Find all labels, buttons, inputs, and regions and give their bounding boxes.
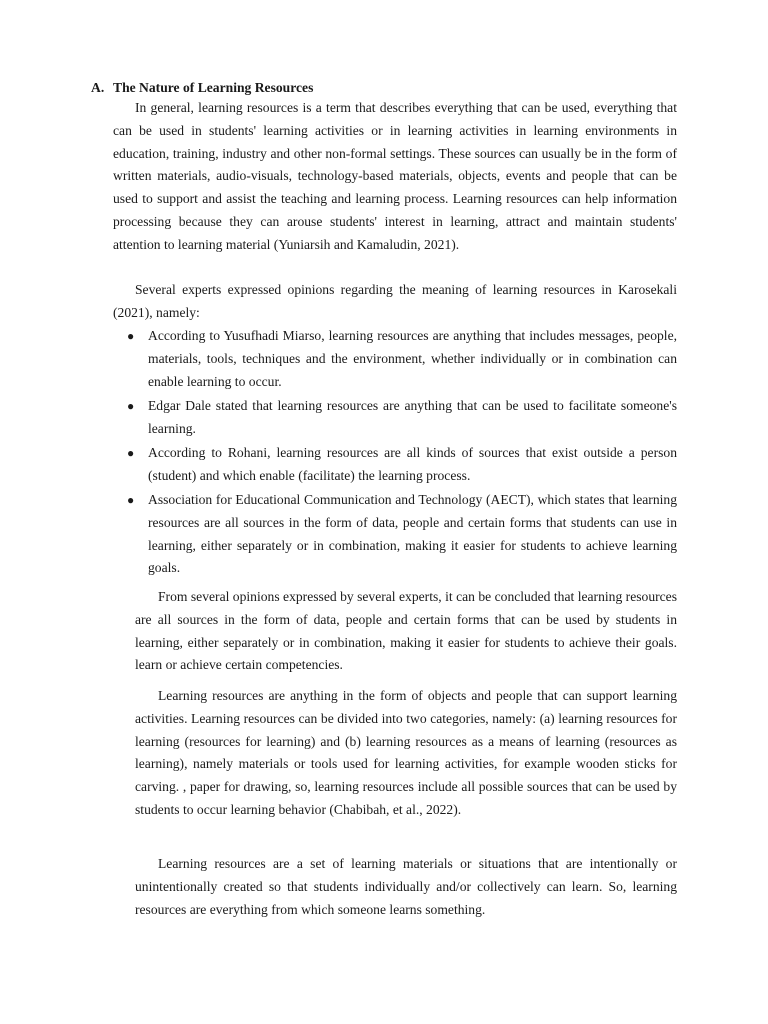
list-item: [113, 442, 677, 488]
bullet-icon: ●: [127, 329, 135, 343]
paragraph-conclusion: From several opinions expressed by several experts, it can be concluded that learning resources are all sources in the form of data, people and certain forms that can be used by students in learning, either separately or in combination, making it easier for students to achieve their goals. learn or achieve certain competencies.: [135, 589, 677, 673]
bullet-icon: ●: [127, 493, 135, 508]
paragraph-definition: Learning resources are a set of learning materials or situations that are intentionally or unintentionally created so that students individually and/or collectively can learn. So, learning resources are everything from which someone learns something.: [135, 856, 677, 917]
list-item-text: Edgar Dale stated that learning resources are anything that can be used to facilitate someone's learning.: [148, 397, 677, 436]
list-item: [113, 395, 677, 441]
section-title: The Nature of Learning Resources: [113, 80, 314, 95]
list-item-text: Association for Educational Communication and Technology (AECT), which states that learning resources are all sources in the form of data, people and certain forms that students can use in learning, either separately or in combination, making it easier for students to achieve learning goals.: [148, 492, 677, 576]
paragraph-categories: Learning resources are anything in the form of objects and people that can support learning activities. Learning resources can be divided into two categories, namely: (a) learning resources for learning (resources for learning) and (b) learning resources as a means of learning (resources as learning), namely materials or tools used for learning activities, for example wooden sticks for carving. , paper for drawing, so, learning resources include all possible sources that can be used by students to occur learning behavior (Chabibah, et al., 2022).: [135, 688, 677, 817]
bullet-icon: ●: [127, 445, 135, 460]
bullet-icon: ●: [127, 398, 135, 413]
list-item-text: According to Rohani, learning resources are all kinds of sources that exist outside a person (student) and which enable (facilitate) the learning process.: [148, 444, 677, 483]
experts-list: [113, 325, 677, 582]
section-letter: A.: [91, 80, 105, 95]
list-item: [113, 325, 677, 393]
paragraph-experts-intro: Several experts expressed opinions regarding the meaning of learning resources in Karosekali (2021), namely:: [113, 282, 677, 320]
list-item: [113, 489, 677, 580]
list-item-text: According to Yusufhadi Miarso, learning resources are anything that includes messages, people, materials, tools, techniques and the environment, whether individually or in combination can enable learning to occur.: [148, 328, 677, 389]
section-heading: [91, 78, 313, 98]
paragraph-intro: In general, learning resources is a term that describes everything that can be used, everything that can be used in students' learning activities or in learning activities in learning environments in education, training, industry and other non-formal settings. These sources can usually be in the form of written materials, audio-visuals, technology-based materials, objects, events and people that can be used to support and assist the teaching and learning process. Learning resources can help information processing because they can arouse students' interest in learning, attract and maintain students' attention to learning material (Yuniarsih and Kamaludin, 2021).: [113, 100, 677, 252]
